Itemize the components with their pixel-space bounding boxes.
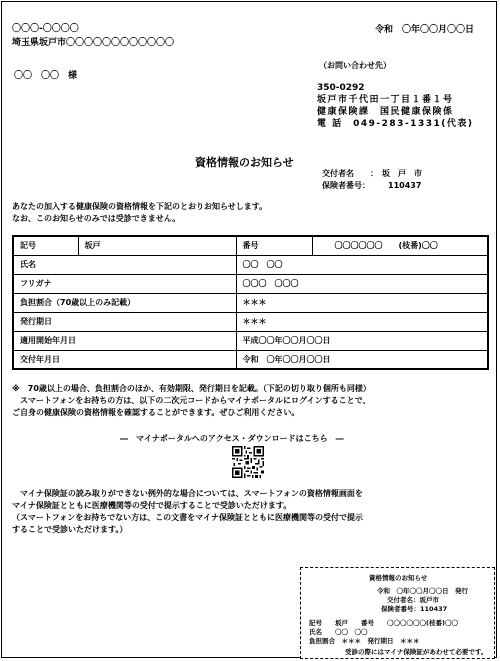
intro-line-2: なお、このお知らせのみでは受診できません。: [12, 214, 181, 223]
intro-line-1: あなたの加入する健康保険の資格情報を下記のとおりお知らせします。: [12, 202, 268, 211]
row-value: 令和 〇年〇〇月〇〇日: [236, 350, 488, 369]
exception-line-3: （スマートフォンをお持ちでない方は、この文書をマイナ保険証とともに医療機関等の受付で提示: [12, 513, 363, 522]
contact-department: 健康保険課 国民健康保険係: [317, 107, 454, 117]
row-value: ＊＊＊: [236, 312, 488, 331]
table-row: [13, 236, 488, 255]
recipient-name: 〇〇 〇〇 様: [14, 71, 78, 81]
row-value: 〇〇 〇〇: [236, 255, 488, 274]
stub-insurer: 保険者番号：110437: [381, 605, 448, 613]
stub-date: 令和 〇年〇〇月〇〇日 発行: [377, 587, 468, 595]
stub-name-line: 氏名 〇〇 〇〇: [309, 628, 368, 636]
table-row: [13, 255, 488, 274]
document-date: 令和 〇年〇〇月〇〇日: [374, 25, 474, 35]
note-check: ご自身の健康保険の資格情報を確認することができます。ぜひご利用ください。: [12, 408, 300, 417]
document-title: 資格情報のお知らせ: [195, 156, 294, 169]
row-value: ＊＊＊: [236, 293, 488, 312]
recipient-address: 埼玉県坂戸市〇〇〇〇〇〇〇〇〇〇〇〇: [12, 38, 175, 48]
qualification-table: [12, 235, 489, 370]
issuer-value: ： 坂 戸 市: [370, 169, 422, 178]
row-value: 平成〇〇年〇〇月〇〇日: [236, 331, 488, 350]
issuer-label: 交付者名: [322, 169, 354, 178]
row-label: 負担割合（70歳以上のみ記載）: [13, 293, 236, 312]
row-label: 適用開始年月日: [13, 331, 236, 350]
table-row: [13, 274, 488, 293]
note-age: ※ 70歳以上の場合、負担割合のほか、有効期限、発行期日を記載。（下記の切り取り個所も同様）: [12, 384, 371, 393]
portal-heading: ― マイナポータルへのアクセス・ダウンロードはこちら ―: [120, 434, 344, 443]
table-row: [13, 312, 488, 331]
contact-label: （お問い合わせ先）: [319, 61, 391, 70]
qr-code-icon[interactable]: [232, 446, 264, 478]
exception-line-4: することで受診いただけます。）: [12, 525, 128, 534]
insurer-number: 110437: [388, 181, 422, 190]
table-row: [13, 331, 488, 350]
stub-issuer: 交付者名：坂戸市: [387, 596, 439, 604]
contact-address: 坂戸市千代田一丁目１番１号: [317, 95, 454, 105]
stub-title: 資格情報のお知らせ: [369, 574, 428, 582]
stub-symbol-line: 記号 坂戸 番号 〇〇〇〇〇〇(枝番)〇〇: [309, 619, 458, 627]
exception-line-2: マイナ保険証とともに医療機関等の受付で提示することで受診いただけます。: [12, 501, 292, 510]
stub-footer: 受診の際にはマイナ保険証があわせて必要です。: [345, 648, 488, 656]
number-label: 番号: [236, 236, 312, 255]
note-smartphone: スマートフォンをお持ちの方は、以下の二次元コードからマイナポータルにログインすることで、: [12, 396, 371, 405]
number-value: 〇〇〇〇〇〇 (枝番)〇〇: [312, 236, 488, 255]
contact-postal-code: 350-0292: [317, 83, 365, 93]
postal-code: 〇〇〇-〇〇〇〇: [12, 24, 79, 34]
table-row: [13, 293, 488, 312]
symbol-label: 記号: [13, 236, 78, 255]
row-label: フリガナ: [13, 274, 236, 293]
row-label: 交付年月日: [13, 350, 236, 369]
document-page: [1, 1, 497, 658]
stub-burden-line: 負担割合 ＊＊＊ 発行期日 ＊＊＊: [309, 637, 420, 645]
symbol-value: 坂戸: [78, 236, 236, 255]
exception-line-1: マイナ保険証の読み取りができない例外的な場合については、スマートフォンの資格情報画面を: [12, 489, 363, 498]
row-label: 氏名: [13, 255, 236, 274]
row-label: 発行期日: [13, 312, 236, 331]
table-row: [13, 350, 488, 369]
contact-phone: 電 話 049-283-1331(代表): [317, 119, 474, 129]
cutoff-stub: [300, 567, 495, 659]
insurer-label: 保険者番号：: [322, 181, 370, 190]
row-value: 〇〇〇 〇〇〇: [236, 274, 488, 293]
